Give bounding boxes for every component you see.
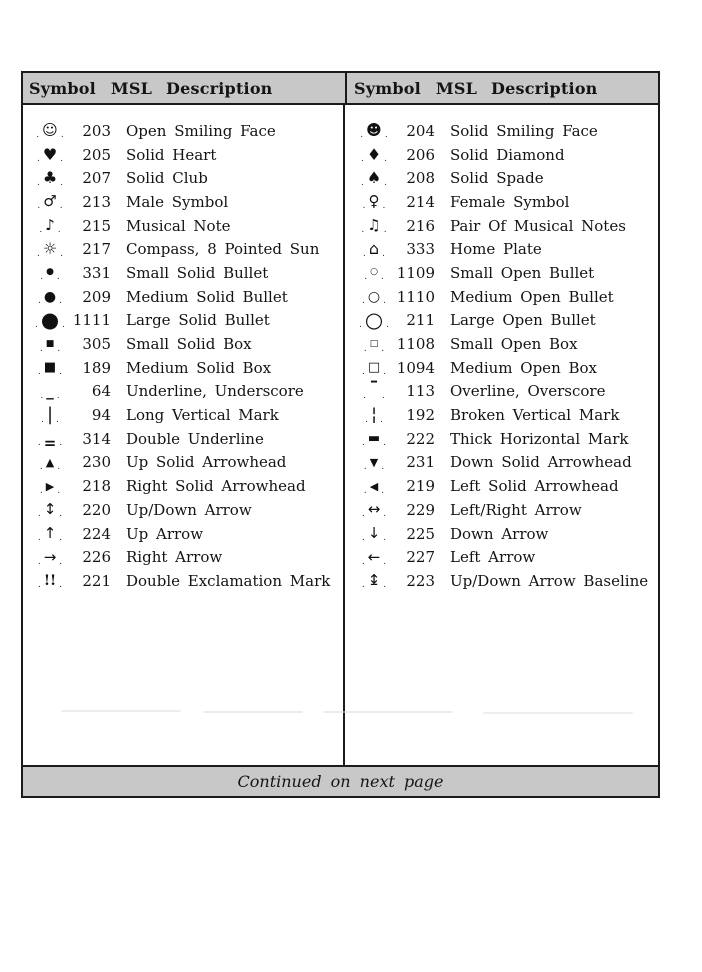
- msl-code: 113: [406, 382, 435, 401]
- msl-code: 209: [82, 287, 111, 306]
- symbol-description: Double Exclamation Mark: [126, 571, 331, 590]
- msl-code: 225: [406, 524, 435, 543]
- symbol-row: [353, 166, 658, 190]
- symbol-description: Musical Note: [126, 216, 231, 235]
- msl-code: 227: [406, 548, 435, 567]
- symbol-row: [353, 356, 658, 380]
- msl-symbol-table: [21, 71, 660, 798]
- symbol-description: Solid Smiling Face: [450, 121, 598, 140]
- symbol-row: [29, 451, 343, 475]
- symbol-description: Open Smiling Face: [126, 121, 276, 140]
- msl-code: 206: [406, 145, 435, 164]
- symbol-row: [353, 237, 658, 261]
- symbol-description: Right Arrow: [126, 548, 223, 567]
- header-left-column: [23, 73, 345, 103]
- male-symbol-icon: . ♂ .: [29, 194, 71, 209]
- msl-code: 219: [406, 477, 435, 496]
- symbol-row: [29, 143, 343, 167]
- symbol-row: [353, 522, 658, 546]
- column-header-description: Description: [491, 78, 598, 98]
- symbol-description: Solid Diamond: [450, 145, 565, 164]
- symbol-row: [29, 190, 343, 214]
- solid-smiling-face-icon: . ☻ .: [353, 123, 395, 138]
- symbol-description: Solid Club: [126, 169, 208, 188]
- symbol-description: Medium Solid Box: [126, 358, 272, 377]
- scan-artifact: [203, 711, 303, 713]
- large-solid-bullet-icon: . ● .: [29, 310, 71, 331]
- female-symbol-icon: . ♀ .: [353, 194, 395, 209]
- compass-8-pointed-sun-icon: . ☼ .: [29, 241, 71, 257]
- symbol-description: Solid Spade: [450, 169, 544, 188]
- solid-diamond-icon: . ♦ .: [353, 147, 395, 163]
- symbol-description: Thick Horizontal Mark: [450, 429, 629, 448]
- msl-code: 231: [406, 453, 435, 472]
- scan-artifact: [323, 711, 453, 713]
- msl-code: 208: [406, 169, 435, 188]
- broken-vertical-mark-icon: . ¦ .: [353, 406, 395, 424]
- symbol-row: [353, 427, 658, 451]
- table-footer: [23, 765, 658, 796]
- symbol-row: [353, 498, 658, 522]
- column-header-msl: MSL: [110, 78, 153, 98]
- symbol-row: [353, 332, 658, 356]
- pair-of-musical-notes-icon: . ♫ .: [353, 218, 395, 233]
- home-plate-icon: . ⌂ .: [353, 241, 395, 257]
- symbol-description: Double Underline: [126, 429, 264, 448]
- large-open-bullet-icon: . ○ .: [353, 310, 395, 331]
- msl-code: 1094: [396, 358, 435, 377]
- left-arrow-icon: . ← .: [353, 550, 395, 565]
- msl-code: 333: [406, 240, 435, 259]
- symbol-row: [29, 119, 343, 143]
- symbol-row: [29, 261, 343, 285]
- symbol-row: [29, 569, 343, 593]
- msl-code: 1111: [72, 311, 111, 330]
- symbol-description: Medium Solid Bullet: [126, 287, 288, 306]
- msl-code: 217: [82, 240, 111, 259]
- msl-code: 1110: [396, 287, 435, 306]
- msl-code: 189: [82, 358, 111, 377]
- up-arrow-icon: . ↑ .: [29, 526, 71, 541]
- long-vertical-mark-icon: . | .: [29, 406, 71, 424]
- right-arrow-icon: . → .: [29, 550, 71, 565]
- right-solid-arrowhead-icon: . ▶ .: [29, 481, 71, 492]
- msl-code: 331: [82, 263, 111, 282]
- small-open-box-icon: . □ .: [353, 340, 395, 349]
- symbol-row: [29, 166, 343, 190]
- symbol-row: [29, 356, 343, 380]
- symbol-description: Broken Vertical Mark: [450, 406, 620, 425]
- scan-artifact: [61, 710, 181, 712]
- symbol-row: [353, 474, 658, 498]
- msl-code: 305: [82, 335, 111, 354]
- msl-code: 224: [82, 524, 111, 543]
- symbol-row: [29, 522, 343, 546]
- up-solid-arrowhead-icon: . ▲ .: [29, 457, 71, 468]
- symbol-description: Down Arrow: [450, 524, 549, 543]
- symbol-description: Female Symbol: [450, 192, 570, 211]
- symbol-row: [29, 545, 343, 569]
- continued-note: Continued on next page: [237, 772, 444, 791]
- solid-spade-icon: . ♠ .: [353, 170, 395, 186]
- symbol-row: [29, 237, 343, 261]
- msl-code: 314: [82, 429, 111, 448]
- table-body: [23, 105, 658, 765]
- small-open-bullet-icon: . ○ .: [353, 268, 395, 277]
- msl-code: 1109: [396, 263, 435, 282]
- msl-code: 203: [82, 121, 111, 140]
- msl-code: 207: [82, 169, 111, 188]
- medium-open-box-icon: . □ .: [353, 361, 395, 374]
- symbol-description: Overline, Overscore: [450, 382, 606, 401]
- symbol-row: [353, 214, 658, 238]
- up-down-arrow-baseline-icon: . ↨ .: [353, 573, 395, 588]
- symbol-row: [29, 474, 343, 498]
- msl-code: 213: [82, 192, 111, 211]
- symbol-row: [353, 190, 658, 214]
- symbol-description: Home Plate: [450, 240, 542, 259]
- column-header-symbol: Symbol: [354, 78, 421, 98]
- down-arrow-icon: . ↓ .: [353, 526, 395, 541]
- symbol-row: [353, 545, 658, 569]
- symbol-description: Male Symbol: [126, 192, 229, 211]
- symbol-description: Left Arrow: [450, 548, 536, 567]
- symbol-row: [29, 498, 343, 522]
- symbol-description: Right Solid Arrowhead: [126, 477, 306, 496]
- msl-code: 192: [406, 406, 435, 425]
- left-right-arrow-icon: . ↔ .: [353, 502, 395, 517]
- symbol-description: Underline, Underscore: [126, 382, 304, 401]
- symbol-row: [353, 143, 658, 167]
- symbol-description: Small Open Bullet: [450, 263, 595, 282]
- double-underline-icon: . = .: [29, 431, 71, 446]
- symbol-description: Compass, 8 Pointed Sun: [126, 240, 320, 259]
- symbol-description: Up/Down Arrow: [126, 500, 252, 519]
- msl-code: 216: [406, 216, 435, 235]
- column-header-msl: MSL: [435, 78, 478, 98]
- msl-code: 221: [82, 571, 111, 590]
- table-header-row: [23, 73, 658, 105]
- symbol-description: Left/Right Arrow: [450, 500, 582, 519]
- msl-code: 218: [82, 477, 111, 496]
- double-exclamation-icon: . !! .: [29, 574, 71, 588]
- symbol-description: Large Open Bullet: [450, 311, 596, 330]
- msl-code: 64: [91, 382, 111, 401]
- symbol-description: Small Solid Box: [126, 335, 252, 354]
- solid-club-icon: . ♣ .: [29, 170, 71, 186]
- small-solid-box-icon: . ■ .: [29, 340, 71, 349]
- symbol-description: Medium Open Bullet: [450, 287, 614, 306]
- msl-code: 1108: [396, 335, 435, 354]
- symbol-row: [353, 569, 658, 593]
- symbol-description: Long Vertical Mark: [126, 406, 279, 425]
- msl-code: 94: [91, 406, 111, 425]
- symbol-description: Up Solid Arrowhead: [126, 453, 287, 472]
- symbol-row: [353, 403, 658, 427]
- symbol-row: [29, 309, 343, 333]
- symbol-description: Medium Open Box: [450, 358, 598, 377]
- symbol-row: [353, 377, 658, 404]
- symbol-description: Large Solid Bullet: [126, 311, 270, 330]
- msl-code: 211: [406, 311, 435, 330]
- symbol-row: [29, 403, 343, 427]
- symbol-row: [29, 380, 343, 404]
- symbol-description: Solid Heart: [126, 145, 217, 164]
- symbol-row: [353, 309, 658, 333]
- symbol-description: Small Open Box: [450, 335, 578, 354]
- symbol-description: Pair Of Musical Notes: [450, 216, 626, 235]
- msl-code: 222: [406, 429, 435, 448]
- symbol-description: Up Arrow: [126, 524, 204, 543]
- up-down-arrow-icon: . ↕ .: [29, 502, 71, 517]
- symbol-row: [29, 214, 343, 238]
- symbol-column-right: [345, 105, 658, 765]
- msl-code: 205: [82, 145, 111, 164]
- msl-code: 220: [82, 500, 111, 519]
- thick-horizontal-mark-icon: . ▬ .: [353, 432, 395, 445]
- symbol-description: Small Solid Bullet: [126, 263, 269, 282]
- symbol-row: [353, 119, 658, 143]
- msl-code: 226: [82, 548, 111, 567]
- underline-underscore-icon: . _ .: [29, 384, 71, 399]
- symbol-description: Left Solid Arrowhead: [450, 477, 619, 496]
- medium-solid-box-icon: . ■ .: [29, 361, 71, 374]
- medium-open-bullet-icon: . ○ .: [353, 290, 395, 304]
- msl-code: 230: [82, 453, 111, 472]
- msl-code: 204: [406, 121, 435, 140]
- symbol-row: [353, 285, 658, 309]
- solid-heart-icon: . ♥ .: [29, 147, 71, 163]
- overline-overscore-icon: . ¯ .: [353, 381, 395, 401]
- symbol-row: [29, 285, 343, 309]
- scan-artifact: [483, 712, 633, 714]
- medium-solid-bullet-icon: . ● .: [29, 290, 71, 304]
- msl-code: 229: [406, 500, 435, 519]
- small-solid-bullet-icon: . ● .: [29, 268, 71, 277]
- column-header-description: Description: [166, 78, 273, 98]
- msl-code: 223: [406, 571, 435, 590]
- open-smiling-face-icon: . ☺ .: [29, 123, 71, 138]
- symbol-row: [353, 451, 658, 475]
- symbol-row: [29, 332, 343, 356]
- column-header-symbol: Symbol: [29, 78, 96, 98]
- msl-code: 214: [406, 192, 435, 211]
- symbol-column-left: [23, 105, 345, 765]
- symbol-row: [29, 427, 343, 451]
- symbol-row: [353, 261, 658, 285]
- musical-note-icon: . ♪ .: [29, 218, 71, 233]
- down-solid-arrowhead-icon: . ▼ .: [353, 457, 395, 468]
- header-right-column: [345, 73, 658, 103]
- msl-code: 215: [82, 216, 111, 235]
- symbol-description: Down Solid Arrowhead: [450, 453, 632, 472]
- symbol-description: Up/Down Arrow Baseline: [450, 571, 649, 590]
- left-solid-arrowhead-icon: . ◀ .: [353, 481, 395, 492]
